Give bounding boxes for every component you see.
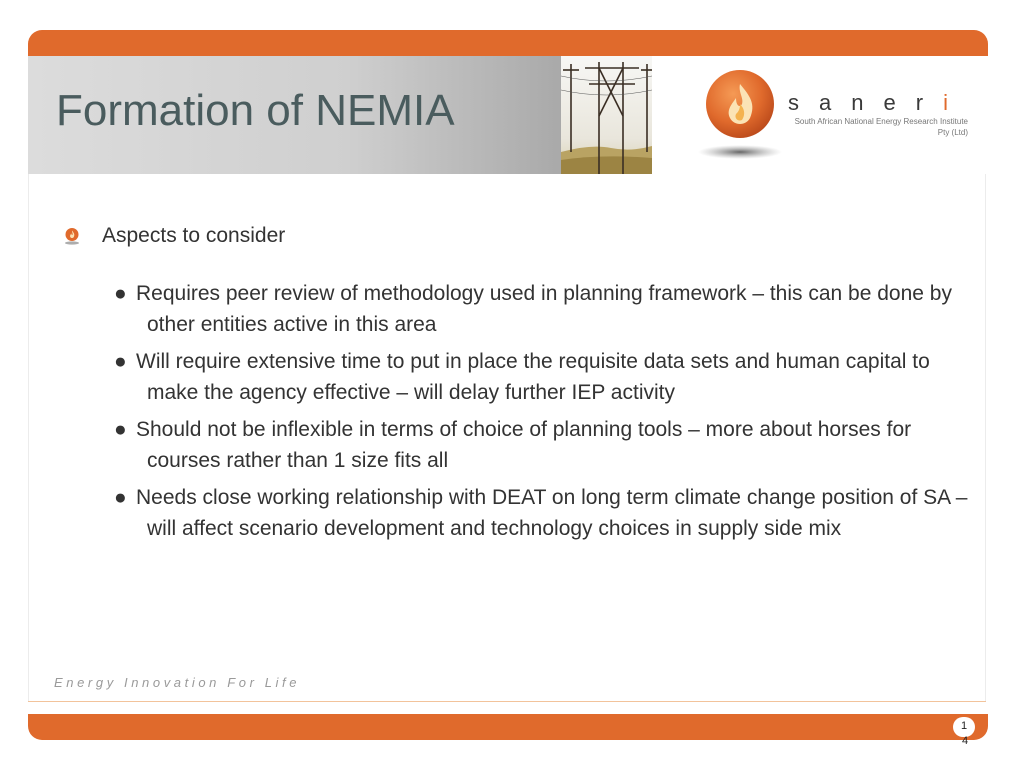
- logo-subtitle-line: South African National Energy Research Institute: [794, 117, 968, 126]
- logo-letter: r: [915, 90, 944, 115]
- tagline: Energy Innovation For Life: [54, 675, 301, 690]
- bullet-text: Needs close working relationship with DEAT on long term climate change position of SA – will affect scenario development and technology choices in supply side mix: [136, 486, 968, 540]
- bullet-text: Will require extensive time to put in place the requisite data sets and human capital to make the agency effective – will delay further IEP activity: [136, 350, 930, 404]
- logo-letter: a: [819, 90, 852, 115]
- bullet-list: [114, 278, 974, 550]
- logo-subtitle-line: Pty (Ltd): [937, 128, 968, 137]
- power-line-photo: [561, 56, 652, 174]
- bullet-text: Requires peer review of methodology used in planning framework – this can be done by other entities active in this area: [136, 282, 952, 336]
- bullet-dot: ●: [114, 282, 127, 305]
- slide-header: [28, 56, 988, 174]
- page-number: 1: [953, 717, 975, 737]
- bullet-item: [114, 482, 974, 544]
- top-orange-bar: [28, 30, 988, 56]
- bullet-dot: ●: [114, 486, 127, 509]
- bullet-text: Should not be inflexible in terms of choice of planning tools – more about horses for courses rather than 1 size fits all: [136, 418, 912, 472]
- logo-letter: s: [788, 90, 819, 115]
- logo-letter: n: [851, 90, 884, 115]
- level1-bullet-text: Aspects to consider: [102, 224, 286, 247]
- footer-divider: [28, 701, 986, 702]
- logo-subtitle: [788, 116, 968, 138]
- bottom-orange-bar: [28, 714, 988, 740]
- bullet-dot: ●: [114, 418, 127, 441]
- saneri-logo: [668, 56, 988, 174]
- flame-logo-icon: [698, 68, 788, 164]
- level1-bullet: [64, 224, 285, 248]
- logo-letter: i: [943, 90, 968, 115]
- bullet-dot: ●: [114, 350, 127, 373]
- page-title: Formation of NEMIA: [56, 86, 455, 135]
- bullet-item: [114, 414, 974, 476]
- title-panel: [28, 56, 562, 174]
- bullet-item: [114, 278, 974, 340]
- flame-bullet-icon: [64, 227, 80, 245]
- bullet-item: [114, 346, 974, 408]
- logo-letter: e: [883, 90, 916, 115]
- logo-brand-name: [788, 90, 968, 116]
- page-number-tail: 4: [962, 735, 969, 747]
